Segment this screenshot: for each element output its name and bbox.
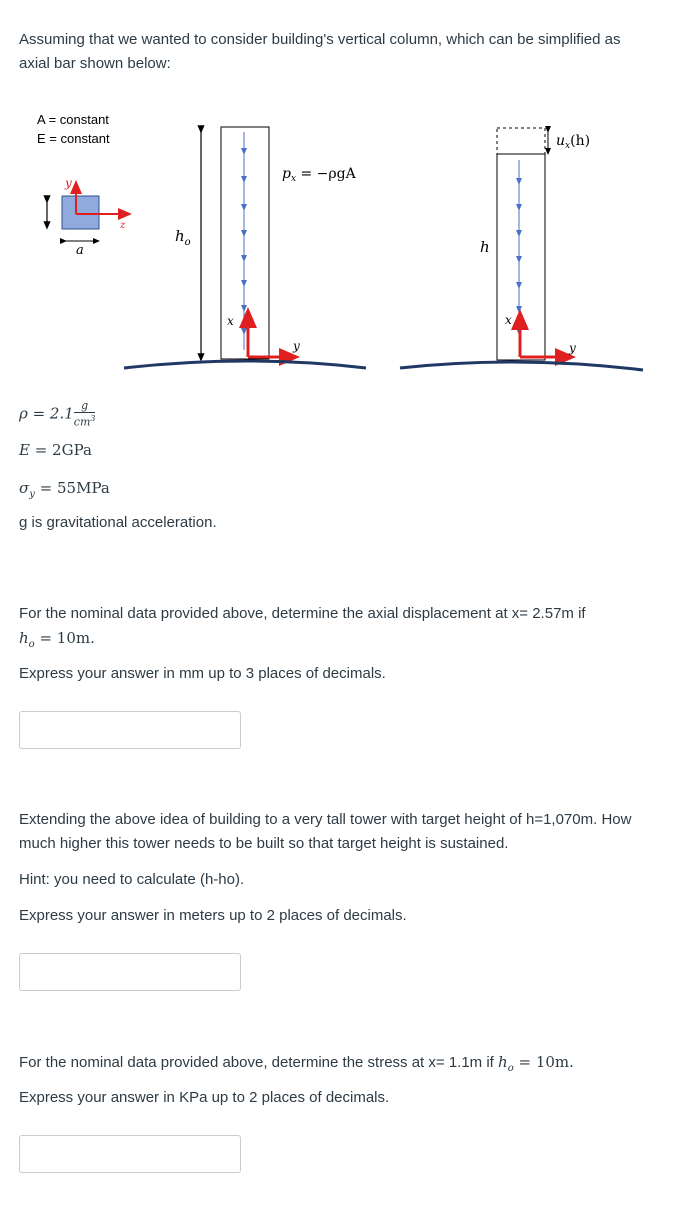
right-ground: [400, 362, 643, 370]
cross-section-square: [62, 196, 99, 229]
axial-bar-figure: [0, 100, 695, 380]
q2-instruction: Express your answer in meters up to 2 places of decimals.: [19, 907, 407, 924]
q2-hint: Hint: you need to calculate (h-ho).: [19, 871, 245, 888]
q1-h0: $h_o = 10m$.: [19, 629, 95, 650]
intro-line-1: Assuming that we wanted to consider building's vertical column, which can be simplified as: [19, 31, 621, 48]
q2-prompt-line-1: Extending the above idea of building to a very tall tower with target height of h=1,070m. How: [19, 811, 632, 828]
px-label: $p_x = -\rho gA$: [282, 166, 356, 184]
rho-value: ρ = 2.1 $\frac{g}{cm^3}$: [19, 399, 96, 429]
cs-z-label: z: [120, 220, 126, 231]
right-column-dashed-top: [497, 128, 545, 154]
sigma-value: $\sigma_y = 55MPa$: [19, 479, 110, 500]
right-x-label: x: [505, 313, 512, 327]
cs-a-label: a: [76, 243, 84, 258]
q3-prompt: For the nominal data provided above, determine the stress at x= 1.1m if $h_o = 10m$.: [19, 1053, 574, 1074]
e-value: E = 2GPa: [19, 441, 92, 459]
q1-prompt: For the nominal data provided above, determine the axial displacement at x= 2.57m if: [19, 605, 586, 622]
a-constant-label: A = constant: [37, 112, 109, 127]
e-constant-label: E = constant: [37, 131, 110, 146]
left-ground: [124, 361, 366, 368]
q1-answer-input[interactable]: [19, 711, 241, 749]
intro-line-2: axial bar shown below:: [19, 55, 171, 72]
q2-prompt-line-2: much higher this tower needs to be built so that target height is sustained.: [19, 835, 509, 852]
left-y-label: y: [293, 339, 300, 353]
h-label: h: [480, 238, 490, 256]
h0-label: $h_o$: [175, 227, 191, 248]
left-x-label: x: [227, 314, 234, 328]
cs-y-label: y: [65, 176, 72, 190]
q2-answer-input[interactable]: [19, 953, 241, 991]
g-note: g is gravitational acceleration.: [19, 514, 217, 531]
right-y-label: y: [569, 341, 576, 355]
q3-answer-input[interactable]: [19, 1135, 241, 1173]
q3-instruction: Express your answer in KPa up to 2 places of decimals.: [19, 1089, 390, 1106]
q1-instruction: Express your answer in mm up to 3 places of decimals.: [19, 665, 386, 682]
ux-label: $u_x(h)$: [556, 133, 591, 151]
